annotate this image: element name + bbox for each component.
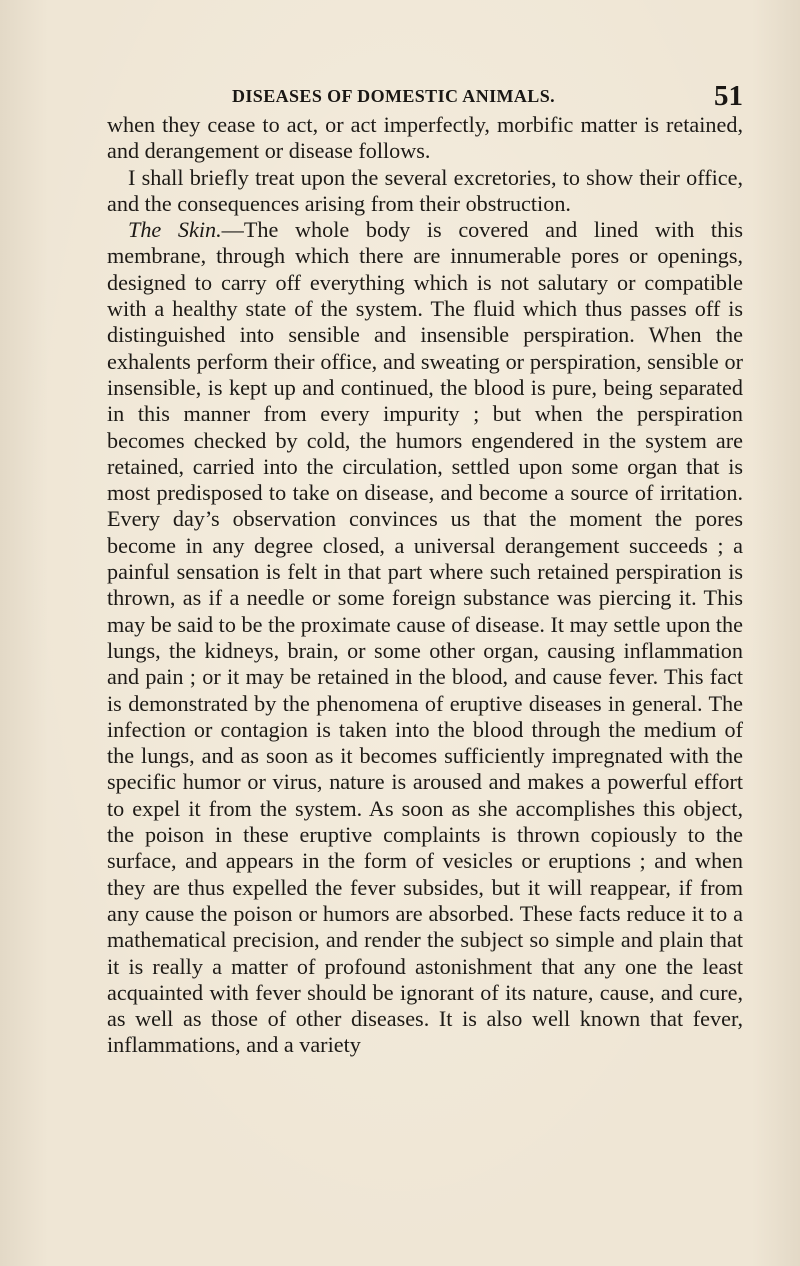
paragraph-skin: [107, 217, 743, 1059]
page-header: [107, 80, 743, 110]
paragraph-continuation: when they cease to act, or act imperfectly, morbific matter is retained, and derangement or disease follows.: [107, 112, 743, 164]
paragraph-excretories: I shall briefly treat upon the several excretories, to show their office, and the consequences arising from their obstruction.: [107, 164, 743, 216]
running-head: DISEASES OF DOMESTIC ANIMALS.: [232, 86, 556, 106]
paragraph-skin-text: —The whole body is covered and lined with this membrane, through which there are innumerable pores or openings, designed to carry off everything which is not salutary or compatible with a healthy state of the system. The fluid which thus passes off is distinguished into sensible and insensible perspiration. When the exhalents perform their office, and sweating or perspiration, sensible or insensible, is kept up and continued, the blood is pure, being separated in this manner from every impurity ; but when the perspiration becomes checked by cold, the humors engendered in the system are retained, carried into the circulation, settled upon some organ that is most predisposed to take on disease, and become a source of irritation. Every day’s observation convinces us that the moment the pores become in any degree closed, a universal derangement succeeds ; a painful sensation is felt in that part where such retained perspiration is thrown, as if a needle or some foreign substance was piercing it. This may be said to be the proximate cause of disease. It may settle upon the lungs, the kidneys, brain, or some other organ, causing inflammation and pain ; or it may be retained in the blood, and cause fever. This fact is demonstrated by the phenomena of eruptive diseases in general. The infection or contagion is taken into the blood through the medium of the lungs, and as soon as it becomes sufficiently impregnated with the specific humor or virus, nature is aroused and makes a powerful effort to expel it from the system. As soon as she accomplishes this object, the poison in these eruptive complaints is thrown copiously to the surface, and appears in the form of vesicles or eruptions ; and when they are thus expelled the fever subsides, but it will reappear, if from any cause the poison or humors are absorbed. These facts reduce it to a mathematical precision, and render the subject so simple and plain that it is really a matter of profound astonishment that any one the least acquainted with fever should be ignorant of its nature, cause, and cure, as well as those of other diseases. It is also well known that fever, inflammations, and a variety: [107, 217, 743, 1058]
page-number: 51: [714, 80, 743, 112]
body-text: [107, 112, 743, 1059]
section-heading-skin: The Skin.: [128, 217, 222, 243]
